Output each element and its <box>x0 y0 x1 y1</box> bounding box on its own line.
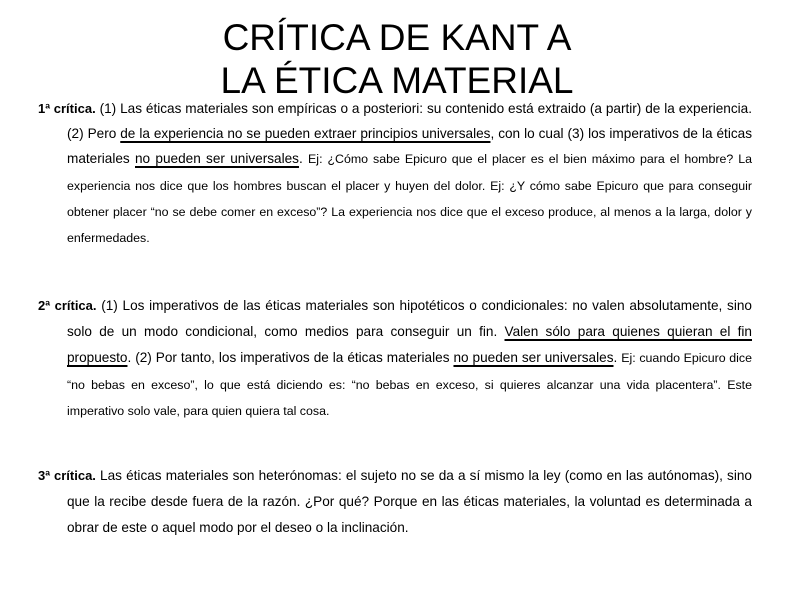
critique-2-text-a: (1) Los imperativos de las éticas materiales son hipotéticos o condicionales: no valen absolutamente, sino solo de un modo condicional, como medios para conseguir un fin. <box>67 298 752 340</box>
critique-1-paragraph <box>38 96 752 251</box>
critique-2-paragraph <box>38 293 752 424</box>
critique-2 <box>38 293 752 424</box>
critique-1-text-b: , con lo cual (3) los imperativos de la éticas materiales <box>67 126 752 167</box>
critique-1-label: 1ª crítica. <box>38 101 96 116</box>
critique-2-underline-a: Valen sólo para quienes quieran el fin propuesto <box>67 324 752 366</box>
critique-3-label: 3ª crítica. <box>38 468 96 483</box>
critique-1-underline-b: no pueden ser universales <box>135 151 299 167</box>
critique-1-example: Ej: ¿Cómo sabe Epicuro que el placer es el bien máximo para el hombre? La experiencia nos dice que los hombres buscan el placer y huyen del dolor. Ej: ¿Y cómo sabe Epicuro que para conseguir obtener placer “no se debe comer en exceso”? La experiencia nos dice que el exceso produce, al menos a la larga, dolor y enfermedades. <box>67 152 752 246</box>
critique-2-label: 2ª crítica. <box>38 298 97 313</box>
critique-3-text: Las éticas materiales son heterónomas: el sujeto no se da a sí mismo la ley (como en las autónomas), sino que la recibe desde fuera de la razón. ¿Por qué? Porque en las éticas materiales, la voluntad es determinada a obrar de este o aquel modo por el deseo o la inclinación. <box>67 468 752 536</box>
critique-1 <box>38 96 752 251</box>
critique-1-underline-a: de la experiencia no se pueden extraer principios universales <box>120 126 491 142</box>
critique-3 <box>38 463 752 542</box>
critique-2-text-b: . (2) Por tanto, los imperativos de la éticas materiales <box>127 350 454 366</box>
critique-1-text-c: . <box>298 151 309 167</box>
title-line-1: CRÍTICA DE KANT A <box>222 17 572 58</box>
critique-1-text-a: (1) Las éticas materiales son empíricas o a posteriori: su contenido está extraido (a partir) de la experiencia. (2) Pero <box>67 101 752 142</box>
critique-2-example: Ej: cuando Epicuro dice “no bebas en exceso”, lo que está diciendo es: “no bebas en exceso, si quieres alcanzar una vida placentera”. Este imperativo solo vale, para quien quiera tal cosa. <box>67 351 752 418</box>
critique-2-text-c: . <box>613 350 622 366</box>
title-line-2: LA ÉTICA MATERIAL <box>220 60 574 101</box>
page-title <box>0 16 794 102</box>
critique-2-underline-b: no pueden ser universales <box>453 350 614 366</box>
critique-3-paragraph <box>38 463 752 542</box>
